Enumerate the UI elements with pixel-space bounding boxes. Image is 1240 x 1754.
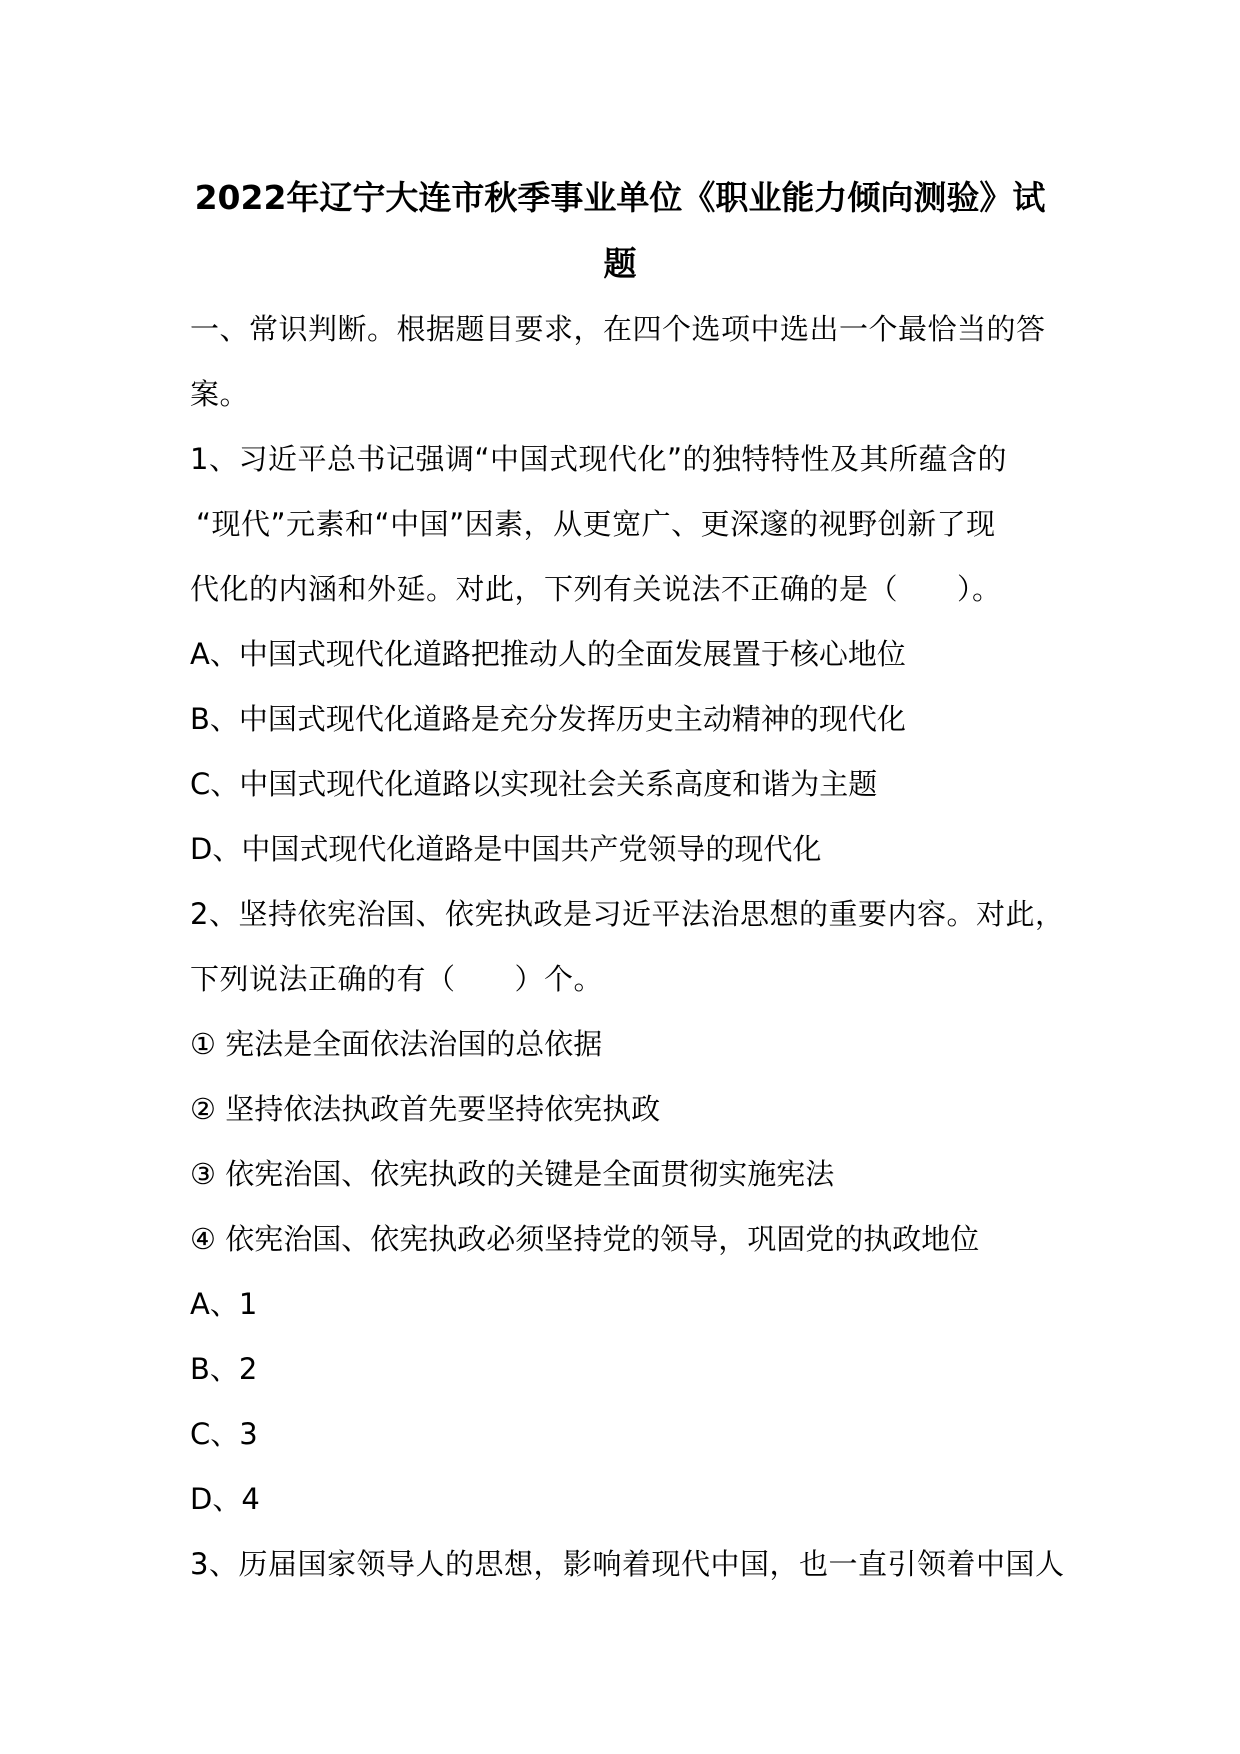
question-2-statements (190, 1012, 1050, 1272)
question-2-option-b: B、2 (190, 1352, 258, 1386)
question-2-line-2: 下列说法正确的有（ ）个。 (190, 962, 604, 996)
question-2-statement-2: ② 坚持依法执政首先要坚持依宪执政 (190, 1092, 661, 1126)
question-3-line-1: 3、历届国家领导人的思想，影响着现代中国，也一直引领着中国人 (190, 1547, 1065, 1581)
question-2 (190, 882, 1065, 1012)
question-2-option-a: A、1 (190, 1287, 258, 1321)
title-line-2: 题 (603, 244, 637, 283)
question-2-line-1: 2、坚持依宪治国、依宪执政是习近平法治思想的重要内容。对此， (190, 897, 1065, 931)
question-1-line-2: “现代”元素和“中国”因素，从更宽广、更深邃的视野创新了现 (196, 507, 996, 541)
page-title (190, 165, 1050, 297)
question-1 (190, 427, 1050, 622)
title-line-1: 2022年辽宁大连市秋季事业单位《职业能力倾向测验》试 (194, 178, 1046, 217)
question-1-options (190, 622, 1050, 882)
question-1-option-d: D、中国式现代化道路是中国共产党领导的现代化 (190, 832, 822, 866)
question-2-statement-3: ③ 依宪治国、依宪执政的关键是全面贯彻实施宪法 (190, 1157, 835, 1191)
section-heading (190, 297, 1050, 427)
question-2-option-d: D、4 (190, 1482, 260, 1516)
question-2-option-c: C、3 (190, 1417, 258, 1451)
question-1-option-a: A、中国式现代化道路把推动人的全面发展置于核心地位 (190, 637, 906, 671)
section-heading-line-2: 案。 (190, 377, 250, 411)
section-heading-line-1: 一、常识判断。根据题目要求，在四个选项中选出一个最恰当的答 (190, 312, 1046, 346)
question-2-statement-1: ① 宪法是全面依法治国的总依据 (190, 1027, 603, 1061)
question-1-option-b: B、中国式现代化道路是充分发挥历史主动精神的现代化 (190, 702, 906, 736)
question-3 (190, 1532, 1065, 1597)
document-content (190, 165, 1065, 1597)
question-1-option-c: C、中国式现代化道路以实现社会关系高度和谐为主题 (190, 767, 878, 801)
question-2-statement-4: ④ 依宪治国、依宪执政必须坚持党的领导，巩固党的执政地位 (190, 1222, 980, 1256)
question-1-line-1: 1、习近平总书记强调“中国式现代化”的独特特性及其所蕴含的 (190, 442, 1007, 476)
question-1-line-3: 代化的内涵和外延。对此，下列有关说法不正确的是（ ）。 (190, 572, 1002, 606)
question-2-options (190, 1272, 1050, 1532)
